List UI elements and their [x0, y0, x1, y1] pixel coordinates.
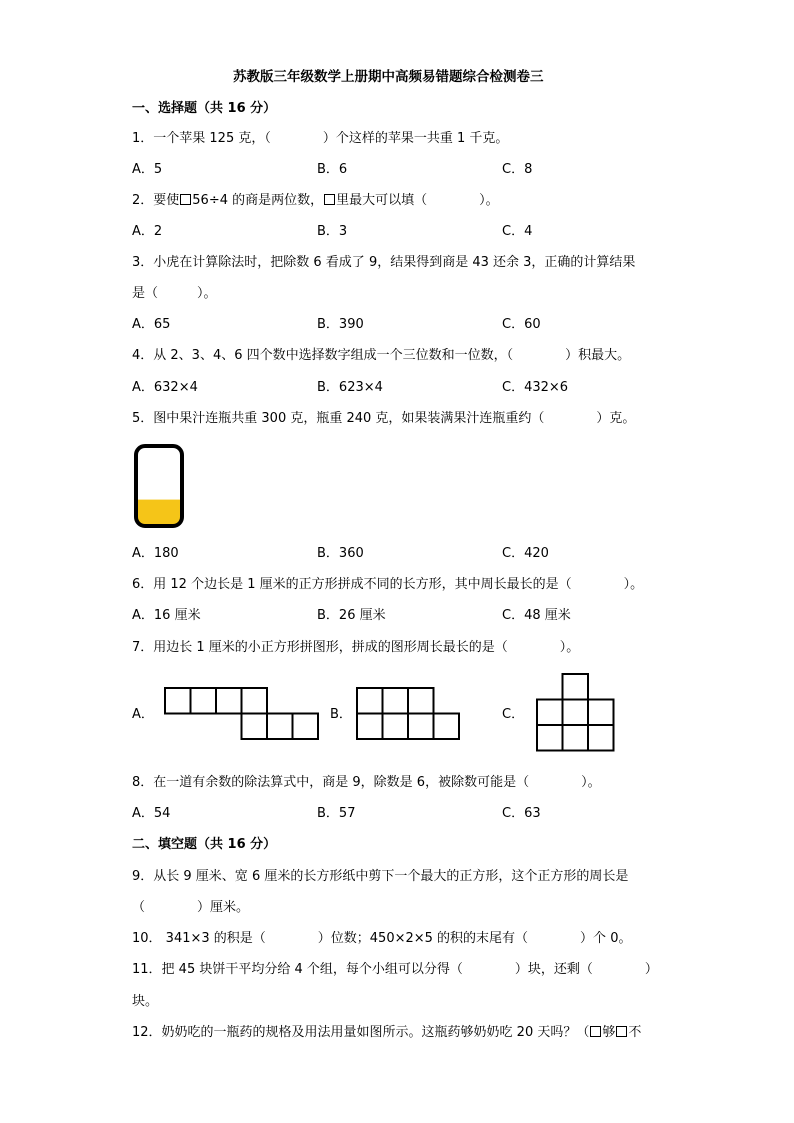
shape-a-figure [164, 687, 320, 741]
q7-option-c: C． [502, 707, 525, 722]
question-5: 5．图中果汁连瓶共重 300 克，瓶重 240 克，如果装满果汁连瓶重约（ ）克。 [132, 411, 636, 426]
q2-suffix: 里最大可以填（ ）。 [336, 193, 499, 208]
q12-option-enough: 够 [602, 1025, 616, 1040]
question-3-line-2: 是（ ）。 [132, 286, 217, 301]
question-3-line-1: 3．小虎在计算除法时，把除数 6 看成了 9，结果得到商是 43 还余 3，正确的计算结果 [132, 255, 636, 270]
q4-option-a: A．632×4 [132, 380, 198, 395]
q1-option-b: B．6 [317, 162, 348, 177]
q6-option-a: A．16 厘米 [132, 608, 201, 623]
q2-option-a: A．2 [132, 224, 163, 239]
q5-option-b: B．360 [317, 546, 364, 561]
q4-option-c: C．432×6 [502, 380, 569, 395]
q8-option-c: C．63 [502, 806, 541, 821]
q7-option-b: B． [330, 707, 352, 722]
question-9-line-2: （ ）厘米。 [132, 900, 250, 915]
q12-option-not: 不 [628, 1025, 642, 1040]
shape-b-figure [356, 687, 462, 741]
q4-option-b: B．623×4 [317, 380, 383, 395]
juice-level [136, 500, 182, 526]
q3-option-c: C．60 [502, 317, 541, 332]
section-heading-fill: 二、填空题（共 16 分） [132, 837, 277, 852]
juice-bottle-figure [133, 443, 185, 529]
q3-option-b: B．390 [317, 317, 364, 332]
q3-option-a: A．65 [132, 317, 171, 332]
question-2 [132, 193, 499, 209]
question-11-line-1: 11．把 45 块饼干平均分给 4 个组，每个小组可以分得（ ）块，还剩（ ） [132, 962, 658, 977]
section-heading-choice: 一、选择题（共 16 分） [132, 101, 277, 116]
q7-option-a: A． [132, 707, 154, 722]
question-11-line-2: 块。 [132, 994, 159, 1009]
q8-option-b: B．57 [317, 806, 356, 821]
q2-option-b: B．3 [317, 224, 348, 239]
q2-middle: 56÷4 的商是两位数， [192, 193, 324, 208]
q5-option-c: C．420 [502, 546, 549, 561]
shape-c-figure [536, 673, 617, 753]
question-4: 4．从 2、3、4、6 四个数中选择数字组成一个三位数和一位数，（ ）积最大。 [132, 348, 631, 363]
q5-option-a: A．180 [132, 546, 179, 561]
q1-option-c: C．8 [502, 162, 533, 177]
question-10: 10． 341×3 的积是（ ）位数；450×2×5 的积的末尾有（ ）个 0。 [132, 931, 632, 946]
blank-square-icon [324, 194, 335, 205]
q8-option-a: A．54 [132, 806, 171, 821]
q2-option-c: C．4 [502, 224, 533, 239]
q1-option-a: A．5 [132, 162, 163, 177]
q6-option-b: B．26 厘米 [317, 608, 386, 623]
question-8: 8．在一道有余数的除法算式中，商是 9，除数是 6，被除数可能是（ ）。 [132, 775, 601, 790]
q2-prefix: 2．要使 [132, 193, 180, 208]
q6-option-c: C．48 厘米 [502, 608, 571, 623]
checkbox-square-icon [616, 1026, 627, 1037]
page-title: 苏教版三年级数学上册期中高频易错题综合检测卷三 [233, 69, 544, 85]
blank-square-icon [180, 194, 191, 205]
question-1: 1．一个苹果 125 克，（ ）个这样的苹果一共重 1 千克。 [132, 131, 509, 146]
question-6: 6．用 12 个边长是 1 厘米的正方形拼成不同的长方形，其中周长最长的是（ ）。 [132, 577, 644, 592]
q12-text: 12．奶奶吃的一瓶药的规格及用法用量如图所示。这瓶药够奶奶吃 20 天吗？（ [132, 1025, 590, 1040]
checkbox-square-icon [590, 1026, 601, 1037]
question-7: 7．用边长 1 厘米的小正方形拼图形，拼成的图形周长最长的是（ ）。 [132, 640, 580, 655]
question-12 [132, 1025, 641, 1041]
question-9-line-1: 9．从长 9 厘米、宽 6 厘米的长方形纸中剪下一个最大的正方形，这个正方形的周长是 [132, 869, 629, 884]
